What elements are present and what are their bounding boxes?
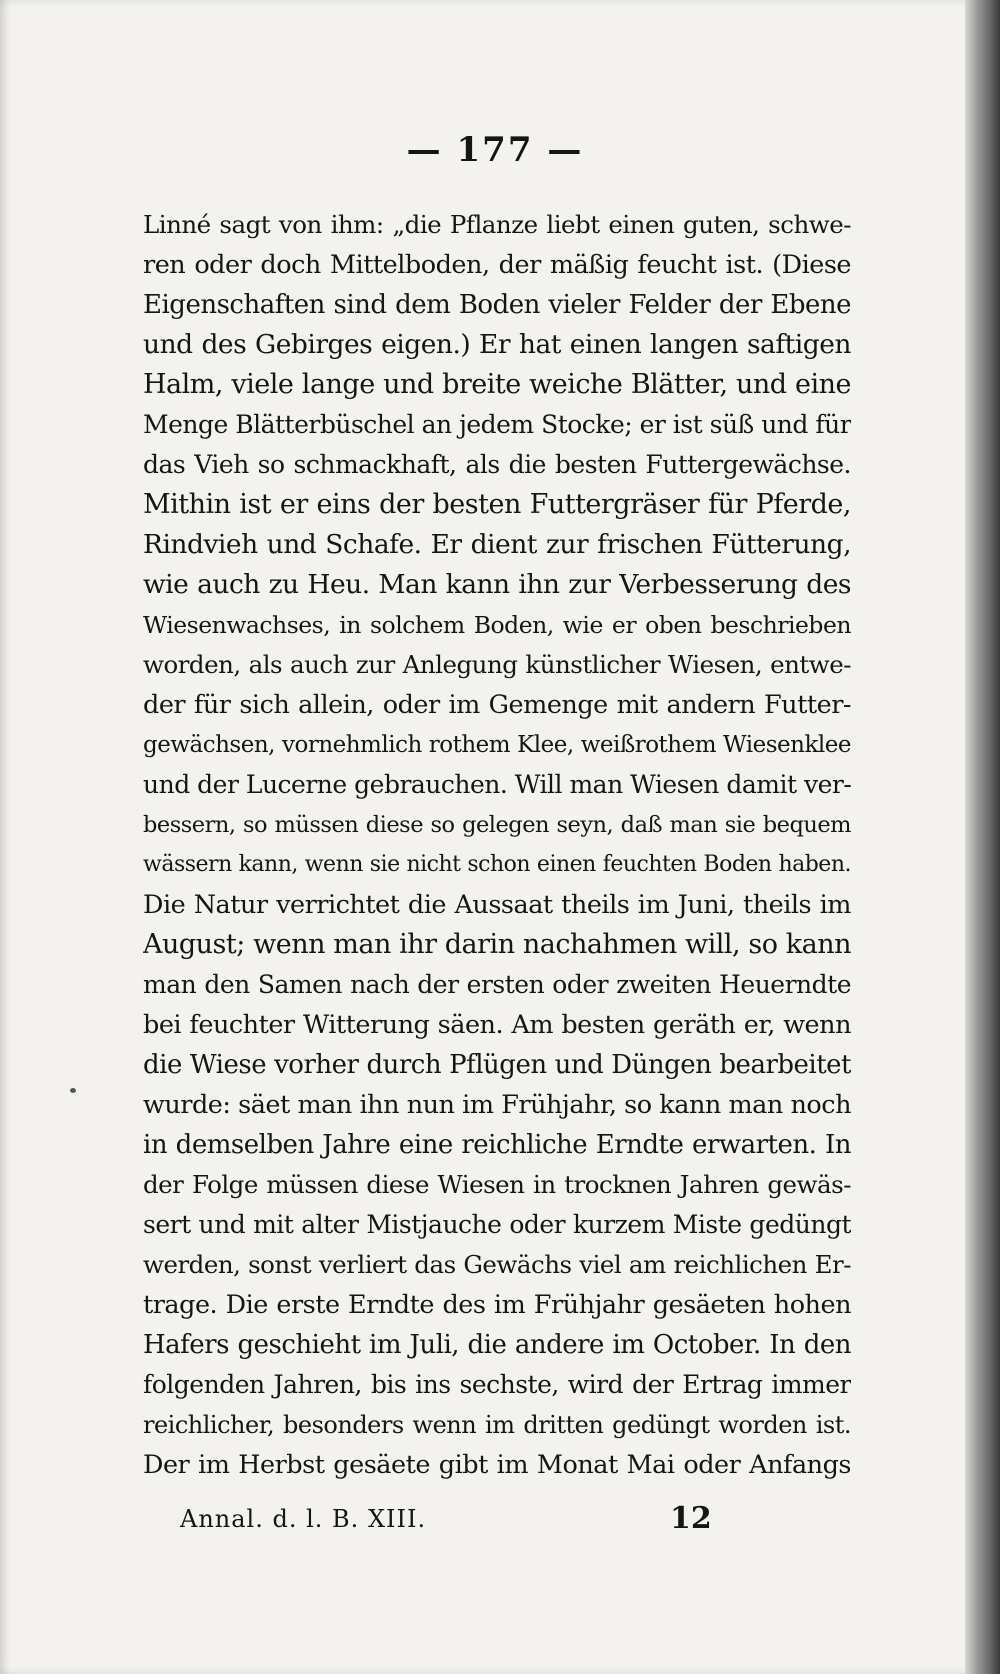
gathering-number: 12	[670, 1501, 712, 1536]
text-line: der für sich allein, oder im Gemenge mit andern Futter-	[143, 690, 851, 720]
text-line: Mithin ist er eins der besten Futtergräser für Pferde,	[143, 489, 851, 520]
text-line: sert und mit alter Mistjauche oder kurzem Miste gedüngt	[143, 1210, 851, 1239]
text-line: und des Gebirges eigen.) Er hat einen langen saftigen	[143, 329, 851, 360]
paper-speck	[70, 1088, 76, 1093]
text-line: Hafers geschieht im Juli, die andere im October. In den	[143, 1330, 851, 1360]
text-line: ren oder doch Mittelboden, der mäßig feucht ist. (Diese	[143, 250, 851, 280]
text-line: der Folge müssen diese Wiesen in trocknen Jahren gewäs-	[143, 1170, 851, 1199]
body-text	[143, 205, 851, 1485]
text-line: wässern kann, wenn sie nicht schon einen feuchten Boden haben.	[143, 852, 851, 877]
signature-mark: Annal. d. l. B. XIII.	[180, 1505, 427, 1533]
text-line: Der im Herbst gesäete gibt im Monat Mai oder Anfangs	[143, 1450, 851, 1480]
page-edge	[965, 0, 1000, 1674]
text-line: gewächsen, vornehmlich rothem Klee, weißrothem Wiesenklee	[143, 732, 851, 758]
text-line: August; wenn man ihr darin nachahmen will, so kann	[143, 929, 851, 960]
text-line: wie auch zu Heu. Man kann ihn zur Verbesserung des	[143, 569, 851, 600]
text-line: werden, sonst verliert das Gewächs viel am reichlichen Er-	[143, 1250, 851, 1279]
text-line: wurde: säet man ihn nun im Frühjahr, so kann man noch	[143, 1090, 851, 1120]
text-line: bessern, so müssen diese so gelegen seyn, daß man sie bequem	[143, 812, 851, 838]
text-line: man den Samen nach der ersten oder zweiten Heuerndte	[143, 970, 851, 999]
text-line: in demselben Jahre eine reichliche Erndte erwarten. In	[143, 1130, 851, 1160]
text-line: Linné sagt von ihm: „die Pflanze liebt einen guten, schwe-	[143, 210, 851, 239]
page-number-header: — 177 —	[406, 130, 584, 170]
text-line: trage. Die erste Erndte des im Frühjahr gesäeten hohen	[143, 1290, 851, 1320]
text-line: reichlicher, besonders wenn im dritten gedüngt worden ist.	[143, 1411, 851, 1439]
text-line: Wiesenwachses, in solchem Boden, wie er oben beschrieben	[143, 611, 851, 639]
text-line: Eigenschaften sind dem Boden vieler Felder der Ebene	[143, 290, 851, 320]
text-line: worden, als auch zur Anlegung künstlicher Wiesen, entwe-	[143, 650, 851, 679]
text-line: und der Lucerne gebrauchen. Will man Wiesen damit ver-	[143, 770, 851, 799]
text-line: das Vieh so schmackhaft, als die besten Futtergewächse.	[143, 450, 851, 479]
text-line: Die Natur verrichtet die Aussaat theils im Juni, theils im	[143, 890, 851, 920]
text-line: die Wiese vorher durch Pflügen und Düngen bearbeitet	[143, 1050, 851, 1080]
text-line: Menge Blätterbüschel an jedem Stocke; er ist süß und für	[143, 410, 851, 439]
gutter-shadow	[0, 0, 10, 1674]
text-line: Halm, viele lange und breite weiche Blätter, und eine	[143, 369, 851, 400]
text-line: bei feuchter Witterung säen. Am besten geräth er, wenn	[143, 1010, 851, 1040]
text-line: Rindvieh und Schafe. Er dient zur frischen Fütterung,	[143, 529, 851, 560]
text-line: folgenden Jahren, bis ins sechste, wird der Ertrag immer	[143, 1370, 851, 1399]
